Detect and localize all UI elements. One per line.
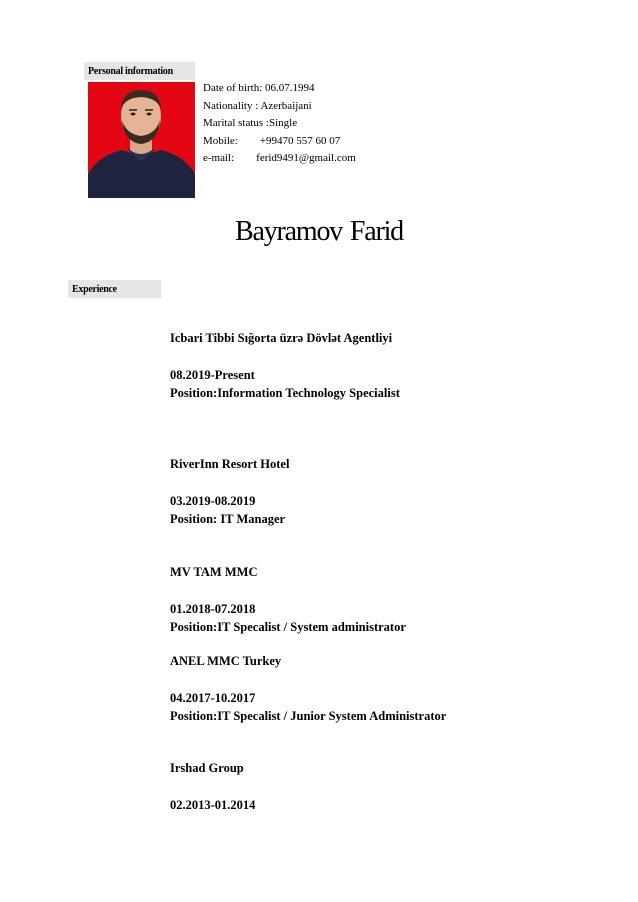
job-entry	[170, 329, 400, 402]
email-address[interactable]: ferid9491@gmail.com	[256, 152, 356, 164]
personal-information-label	[84, 62, 195, 80]
job-period: 02.2013-01.2014	[170, 798, 256, 812]
full-name-heading	[0, 216, 638, 248]
job-period: 03.2019-08.2019	[170, 494, 256, 508]
job-company: Icbari Tibbi Sığorta üzrə Dövlət Agentliyi	[170, 331, 393, 345]
job-period: 01.2018-07.2018	[170, 602, 256, 616]
job-period: 08.2019-Present	[170, 368, 255, 382]
job-position: Position:Information Technology Specialist	[170, 386, 400, 400]
job-position: Position: IT Manager	[170, 512, 286, 526]
personal-information-text: Personal information	[88, 65, 173, 77]
job-position: Position:IT Specalist / System administrator	[170, 620, 406, 634]
job-period: 04.2017-10.2017	[170, 691, 256, 705]
mobile-label: Mobile:	[203, 134, 238, 147]
mobile-number: +99470 557 60 07	[259, 134, 341, 147]
job-entry	[170, 652, 446, 725]
job-company: RiverInn Resort Hotel	[170, 457, 290, 471]
mobile-row	[203, 133, 356, 151]
job-entry	[170, 759, 255, 814]
job-company: ANEL MMC Turkey	[170, 654, 282, 668]
experience-label	[68, 280, 161, 298]
job-company: Irshad Group	[170, 761, 244, 775]
job-company: MV TAM MMC	[170, 565, 258, 579]
job-entry	[170, 455, 289, 528]
nationality: Nationality : Azerbaijani	[203, 99, 312, 112]
experience-text: Experience	[72, 283, 117, 295]
email-row	[203, 150, 356, 168]
job-position: Position:IT Specalist / Junior System Administrator	[170, 709, 447, 723]
full-name: Bayramov Farid	[235, 216, 403, 247]
email-label: e-mail:	[203, 152, 235, 164]
personal-details	[203, 80, 356, 168]
date-of-birth: Date of birth: 06.07.1994	[203, 82, 315, 94]
job-entry	[170, 563, 406, 636]
person-portrait-icon	[88, 82, 195, 198]
marital-status: Marital status :Single	[203, 117, 298, 129]
profile-photo	[88, 82, 195, 198]
